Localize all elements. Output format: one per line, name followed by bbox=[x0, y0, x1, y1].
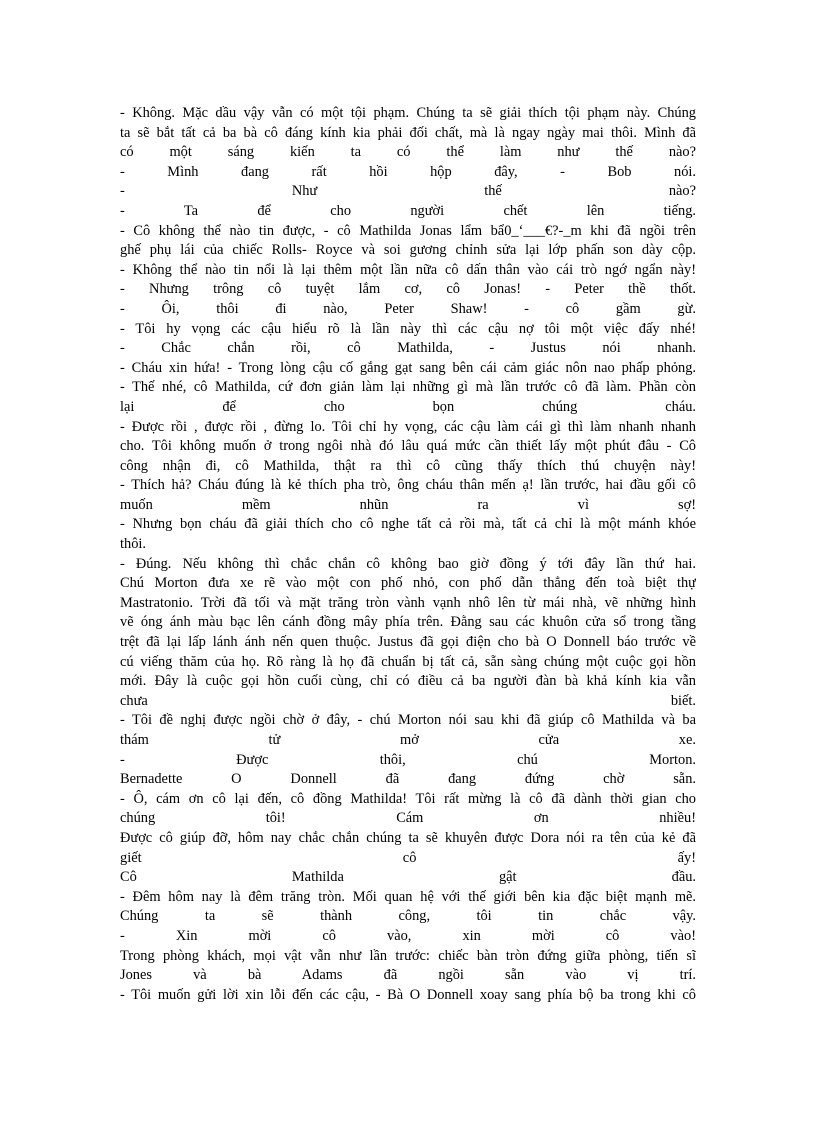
text-line: - Thế nhé, cô Mathilda, cứ đơn giản làm lại những gì mà lần trước cô đã làm. Phần còn bbox=[120, 379, 696, 396]
text-line: - Không thể nào tin nổi là lại thêm một lần nữa cô dấn thân vào cái trò ngớ ngẩn này! bbox=[120, 261, 696, 278]
text-line: lại để cho bọn chúng cháu. bbox=[120, 398, 696, 415]
text-line: - Đêm hôm nay là đêm trăng tròn. Mối quan hệ với thế giới bên kia đặc biệt mạnh mẽ. bbox=[120, 888, 696, 905]
text-line: - Tôi hy vọng các cậu hiểu rõ là lần này thì các cậu nợ tôi một việc đấy nhé! bbox=[120, 320, 696, 337]
text-line: Chúng ta sẽ thành công, tôi tin chắc vậy. bbox=[120, 908, 696, 925]
text-line: ghế phụ lái của chiếc Rolls- Royce và soi gương chỉnh sửa lại lớp phấn son dày cộp. bbox=[120, 242, 696, 259]
document-body bbox=[120, 104, 696, 1005]
text-line: muốn mềm nhũn ra vì sợ! bbox=[120, 496, 696, 513]
text-line: chưa biết. bbox=[120, 692, 696, 709]
text-line: - Nhưng bọn cháu đã giải thích cho cô nghe tất cả rồi mà, tất cả chỉ là một mánh khóe bbox=[120, 516, 696, 533]
text-line: - Ta để cho người chết lên tiếng. bbox=[120, 202, 696, 219]
text-line: - Ô, cám ơn cô lại đến, cô đồng Mathilda! Tôi rất mừng là cô đã dành thời gian cho bbox=[120, 790, 696, 807]
text-line: - Tôi muốn gửi lời xin lỗi đến các cậu, - Bà O Donnell xoay sang phía bộ ba trong khi cô bbox=[120, 986, 696, 1003]
text-line: - Không. Mặc dầu vậy vẫn có một tội phạm. Chúng ta sẽ giải thích tội phạm này. Chúng bbox=[120, 105, 696, 121]
text-line: công nhận đi, cô Mathilda, thật ra thì cô cũng thấy thích thú chuyện này! bbox=[120, 457, 696, 474]
text-line: - Được rồi , được rồi , đừng lo. Tôi chỉ hy vọng, các cậu làm cái gì thì làm nhanh nhanh bbox=[120, 418, 696, 435]
text-line: - Nhưng trông cô tuyệt lắm cơ, cô Jonas! - Peter thề thốt. bbox=[120, 281, 696, 298]
text-line: Jones và bà Adams đã ngồi sẵn vào vị trí. bbox=[120, 967, 696, 984]
text-line: cú viếng thăm của họ. Rõ ràng là họ đã chuẩn bị tất cả, sẵn sàng chúng một cuộc gọi hồn bbox=[120, 653, 696, 670]
text-line: - Mình đang rất hồi hộp đây, - Bob nói. bbox=[120, 163, 696, 180]
text-line: Trong phòng khách, mọi vật vẫn như lần trước: chiếc bàn tròn đứng giữa phòng, tiến sĩ bbox=[120, 947, 696, 964]
text-line: ta sẽ bắt tất cả ba bà cô đáng kính kia phải đối chất, mà là ngay ngày mai thôi. Mình đã bbox=[120, 124, 696, 141]
text-line: thôi. bbox=[120, 536, 146, 553]
text-line: - Cô không thể nào tin được, - cô Mathilda Jonas lẩm bẩ0_‘___€?-_m khi đã ngồi trên bbox=[120, 222, 696, 239]
text-line: - Cháu xin hứa! - Trong lòng cậu cố gắng gạt sang bên cái cảm giác nôn nao phấp phỏng. bbox=[120, 359, 696, 376]
text-line: Mastratonio. Trời đã tối và mặt trăng tròn vành vạnh nhô lên từ mái nhà, vẽ những hình bbox=[120, 594, 696, 611]
text-line: Cô Mathilda gật đầu. bbox=[120, 869, 696, 886]
text-line: mới. Đây là cuộc gọi hồn cuối cùng, chỉ có điều cả ba người đàn bà khả kính kia vẫn bbox=[120, 673, 696, 690]
text-line: Chú Morton đưa xe rẽ vào một con phố nhỏ, con phố dẫn thẳng đến toà biệt thự bbox=[120, 575, 696, 592]
text-line: Được cô giúp đỡ, hôm nay chắc chắn chúng ta sẽ khuyên được Dora nói ra tên của kẻ đã bbox=[120, 829, 696, 846]
text-line: chúng tôi! Cám ơn nhiều! bbox=[120, 810, 696, 827]
text-line: vẽ óng ánh màu bạc lên cánh đồng mây phía trên. Đằng sau các khuôn cửa sổ trong tầng bbox=[120, 614, 696, 631]
text-line: - Tôi đề nghị được ngồi chờ ở đây, - chú Morton nói sau khi đã giúp cô Mathilda và ba bbox=[120, 712, 696, 729]
text-line: - Thích hả? Cháu đúng là kẻ thích pha trò, ông cháu thân mến ạ! lần trước, hai đầu gối cô bbox=[120, 477, 696, 494]
text-line: - Ôi, thôi đi nào, Peter Shaw! - cô gầm gừ. bbox=[120, 300, 696, 317]
text-line: - Đúng. Nếu không thì chắc chắn cô không bao giờ đồng ý tới đây lần thứ hai. bbox=[120, 555, 696, 572]
text-line: - Xin mời cô vào, xin mời cô vào! bbox=[120, 927, 696, 944]
text-line: Bernadette O Donnell đã đang đứng chờ sẵn. bbox=[120, 771, 696, 788]
text-line: - Như thế nào? bbox=[120, 183, 696, 200]
text-line: giết cô ấy! bbox=[120, 849, 696, 866]
text-line: thám tử mở cửa xe. bbox=[120, 732, 696, 748]
text-line: có một sáng kiến ta có thể làm như thế nào? bbox=[120, 144, 696, 161]
text-line: trệt đã lại lấp lánh ánh nến quen thuộc. Justus đã gọi điện cho bà O Donnell báo trước về bbox=[120, 634, 696, 651]
text-line: cho. Tôi không muốn ở trong ngôi nhà đó lâu quá mức cần thiết lấy một phút đâu - Cô bbox=[120, 438, 696, 455]
text-line: - Chắc chắn rồi, cô Mathilda, - Justus nói nhanh. bbox=[120, 340, 696, 357]
text-line: - Được thôi, chú Morton. bbox=[120, 751, 696, 768]
